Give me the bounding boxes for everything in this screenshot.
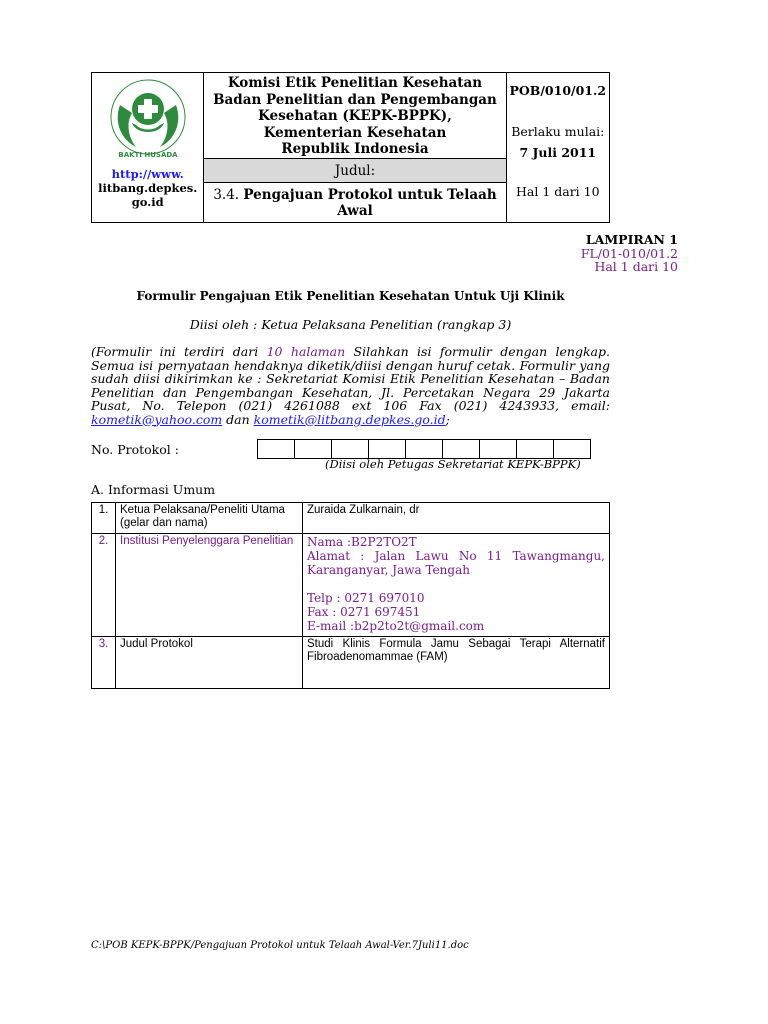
inst-telp: Telp : 0271 697010 [307,591,425,605]
inst-email: E-mail :b2p2to2t@gmail.com [307,619,485,633]
email-link-1[interactable]: kometik@yahoo.com [91,411,223,427]
inst-nama: Nama :B2P2TO2T [307,535,417,549]
berlaku-date: 7 Juli 2011 [519,145,597,160]
protocol-digit-box[interactable] [368,439,406,459]
row-number: 2. [92,534,116,637]
pob-cell [506,73,609,223]
section-a-heading: A. Informasi Umum [91,482,216,497]
page-of: Hal 1 dari 10 [516,184,600,199]
logo-text: BAKTI HUSADA [118,151,178,159]
header-table [91,72,610,223]
protocol-digit-box[interactable] [479,439,517,459]
row-number: 1. [92,503,116,534]
intro-text: (Formulir ini terdiri dari [91,344,267,359]
filled-by-note: Diisi oleh : Ketua Pelaksana Penelitian (rangkap 3) [189,317,512,332]
intro-text: ; [445,411,450,427]
url-line-2: litbang.depkes. [98,181,198,195]
judul-title-block [204,182,505,222]
table-row [92,503,610,534]
table-row [92,534,610,637]
lampiran-title: LAMPIRAN 1 [585,232,678,247]
protocol-digit-box[interactable] [442,439,480,459]
row-label: Ketua Pelaksana/Peneliti Utama (gelar dan nama) [116,503,303,534]
judul-number: 3.4. [213,186,240,203]
table-row [92,637,610,689]
intro-pages: 10 halaman [266,344,346,359]
url-line-1[interactable]: http://www. [111,167,184,181]
row-value: Studi Klinis Formula Jamu Sebagai Terapi Alternatif Fibroadenomammae (FAM) [303,637,610,689]
protocol-label: No. Protokol : [91,442,179,457]
institution-line: Republik Indonesia [281,141,429,157]
institution-line: Kementerian Kesehatan [263,124,447,141]
berlaku-label: Berlaku mulai: [511,124,605,139]
intro-text: dan [222,411,254,427]
intro-paragraph [91,345,610,426]
url-line-3: go.id [131,195,164,209]
judul-cell [204,158,506,222]
institution-line: Komisi Etik Penelitian Kesehatan [227,75,483,91]
pob-code: POB/010/01.2 [509,83,607,98]
judul-title: Pengajuan Protokol untuk Telaah Awal [243,186,497,219]
row-label: Judul Protokol [116,637,303,689]
inst-fax: Fax : 0271 697451 [307,605,421,619]
protocol-digit-box[interactable] [553,439,591,459]
judul-label: Judul: [204,159,505,182]
logo-cell [92,73,204,223]
institution-cell [204,73,506,159]
lampiran-block [581,233,678,274]
institution-details [303,534,610,637]
bakti-husada-logo [106,77,190,161]
form-title: Formulir Pengajuan Etik Penelitian Kesehatan Untuk Uji Klinik [136,289,565,303]
protocol-note: (Diisi oleh Petugas Sekretariat KEPK-BPPK) [325,457,581,471]
protocol-digit-box[interactable] [257,439,295,459]
info-table [91,502,610,689]
protocol-digit-box[interactable] [516,439,554,459]
inst-alamat: Alamat : Jalan Lawu No 11 Tawangmangu, Karanganyar, Jawa Tengah [307,549,605,577]
lampiran-page: Hal 1 dari 10 [594,259,678,274]
intro-text: Silahkan isi formulir dengan lengkap. Semua isi pernyataan hendaknya diketik/diisi dengan huruf cetak. Formulir yang sudah diisi dikirimkan ke : Sekretariat Komisi Etik Penelitian Kesehatan – Badan Penelitian dan Pengembangan Kesehatan, Jl. Percetakan Negara 29 Jakarta Pusat, No. Telepon (021) 4261088 ext 106 Fax (021) 4243933, email: [91,344,610,413]
institution-line: Kesehatan (KEPK-BPPK), [258,108,452,124]
row-label: Institusi Penyelenggara Penelitian [116,534,303,637]
institution-line: Badan Penelitian dan Pengembangan [213,91,497,108]
footer-path: C:\POB KEPK-BPPK/Pengajuan Protokol untuk Telaah Awal-Ver.7Juli11.doc [91,940,469,951]
protocol-digit-box[interactable] [331,439,369,459]
row-number: 3. [92,637,116,689]
protocol-digit-box[interactable] [294,439,332,459]
email-link-2[interactable]: kometik@litbang.depkes.go.id [253,411,446,427]
protocol-number-boxes[interactable] [258,439,591,457]
row-value: Zuraida Zulkarnain, dr [303,503,610,534]
lampiran-code: FL/01-010/01.2 [580,245,678,261]
protocol-digit-box[interactable] [405,439,443,459]
